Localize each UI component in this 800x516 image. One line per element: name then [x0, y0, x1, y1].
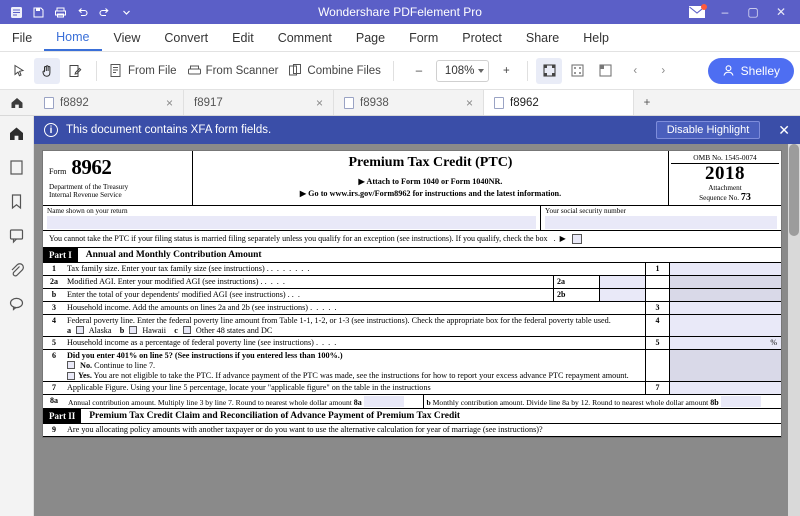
- ssn-field-cell: [541, 206, 781, 230]
- checkbox-no[interactable]: [67, 361, 75, 369]
- line-6-option-yes: [67, 371, 643, 380]
- option-no-label: No.: [80, 360, 93, 370]
- line-8b-value-field[interactable]: [721, 396, 761, 407]
- menu-view[interactable]: View: [113, 30, 141, 45]
- notice-text: You cannot take the PTC if your filing status is married filing separately unless you qualify for an exception (see instructions). If you qualify, check the box: [49, 234, 548, 244]
- ssn-input[interactable]: [545, 216, 777, 229]
- tab-f8938[interactable]: [334, 90, 484, 115]
- line-2b-shaded-cell: [669, 289, 781, 301]
- line-text: [65, 382, 645, 394]
- document-icon: [344, 97, 354, 109]
- window-controls: [684, 2, 800, 22]
- line-8b-code: 8b: [710, 397, 719, 407]
- redo-icon[interactable]: [94, 2, 114, 22]
- form-line-9: [43, 424, 781, 437]
- line-text: Are you allocating policy amounts with another taxpayer or do you want to use the alternative calculation for year of marriage (see instructions)?: [67, 424, 543, 434]
- exception-checkbox[interactable]: [572, 234, 582, 244]
- line-8b-cell: [423, 395, 782, 408]
- line-code: 2a: [553, 276, 599, 288]
- minimize-button[interactable]: –: [721, 5, 729, 19]
- checkbox-a-letter: a: [67, 325, 72, 335]
- form-line-2a: [43, 276, 781, 289]
- line-number: 2a: [50, 276, 58, 286]
- form-number: 8962: [71, 155, 112, 179]
- zoom-level-select[interactable]: [436, 60, 489, 82]
- sequence-value: 73: [740, 191, 751, 203]
- part-2-title: Premium Tax Credit Claim and Reconciliation of Advance Payment of Premium Tax Credit: [89, 410, 461, 421]
- leader-dots: . . . .: [264, 276, 286, 286]
- line-8a-cell: [65, 395, 423, 408]
- line-8a-code: 8a: [353, 397, 362, 407]
- select-tool-button[interactable]: [6, 58, 32, 84]
- mail-badge-dot: [701, 4, 707, 10]
- line-8b-label: Monthly contribution amount. Divide line 8a by 12. Round to nearest whole dollar amount: [432, 397, 709, 407]
- goto-instruction: ▶ Go to www.irs.gov/Form8962 for instructions and the latest information.: [299, 189, 562, 198]
- line-2a-value-field[interactable]: [599, 276, 645, 288]
- name-label: Name shown on your return: [47, 206, 128, 215]
- undo-icon[interactable]: [72, 2, 92, 22]
- home-icon[interactable]: [6, 122, 28, 144]
- line-8-columns: [65, 395, 781, 408]
- line-number: 3: [52, 302, 56, 312]
- form-identity: [43, 151, 193, 205]
- line-2a-shaded-cell: [669, 276, 781, 288]
- part-1-title: Annual and Monthly Contribution Amount: [85, 249, 262, 260]
- form-line-3: [43, 302, 781, 315]
- chevron-down-icon: [478, 69, 484, 73]
- line-1-value-field[interactable]: [669, 263, 781, 275]
- form-title-block: [193, 151, 669, 205]
- previous-page-button[interactable]: ‹: [633, 64, 638, 77]
- line-label: Applicable Figure. Using your line 5 percentage, locate your "applicable figure" on the table in the instructions: [67, 382, 431, 392]
- line-code: 2b: [553, 289, 599, 301]
- line-box-number: [645, 350, 669, 381]
- line-number: 7: [52, 382, 56, 392]
- line-label: Did you enter 401% on line 5? (See instructions if you entered less than 100%.): [67, 350, 343, 360]
- checkbox-c-letter: c: [174, 325, 178, 335]
- line-text: [65, 350, 645, 381]
- attach-instruction: ▶ Attach to Form 1040 or Form 1040NR.: [358, 177, 503, 186]
- info-icon: i: [44, 123, 58, 137]
- line-number: 9: [52, 424, 56, 434]
- form-title: Premium Tax Credit (PTC): [348, 155, 513, 170]
- line-label: Enter the total of your dependents' modified AGI (see instructions) .: [67, 289, 290, 299]
- user-name-label: Shelley: [740, 63, 780, 78]
- toolbar: [0, 52, 800, 90]
- sequence-number: [671, 192, 779, 203]
- menu-bar: [0, 24, 800, 52]
- option-yes-label: Yes.: [78, 370, 92, 380]
- combine-files-label: Combine Files: [307, 64, 381, 77]
- page-navigation: [622, 58, 676, 84]
- filing-status-notice: [43, 231, 781, 248]
- line-label: Federal poverty line. Enter the federal poverty line amount from Table 1-1, 1-2, or 1-3 (see instructions). Check the appropriate box for the federal poverty table used.: [67, 315, 611, 325]
- checkbox-alaska-label: Alaska: [88, 325, 112, 335]
- print-icon[interactable]: [50, 2, 70, 22]
- tab-f8917[interactable]: [184, 90, 334, 115]
- line-text: [65, 276, 553, 288]
- from-file-button[interactable]: [105, 58, 181, 84]
- disable-highlight-button[interactable]: Disable Highlight: [656, 121, 761, 139]
- line-box-number: 3: [645, 302, 669, 314]
- zoom-out-button[interactable]: –: [415, 64, 423, 77]
- zoom-level-value: 108%: [444, 64, 475, 77]
- pages-icon[interactable]: [6, 156, 28, 178]
- line-2b-value-field[interactable]: [599, 289, 645, 301]
- chevron-down-icon[interactable]: [116, 2, 136, 22]
- line-number: b: [51, 289, 57, 299]
- checkbox-other-states-label: Other 48 states and DC: [195, 325, 273, 335]
- attachment-icon[interactable]: [6, 258, 28, 280]
- menu-protect[interactable]: Protect: [462, 30, 502, 45]
- xfa-notification-bar: [34, 116, 800, 144]
- line-text: [65, 263, 645, 275]
- document-icon: [44, 97, 54, 109]
- omb-block: [669, 151, 781, 205]
- line-text: [65, 289, 553, 301]
- checkbox-hawaii-label: Hawaii: [142, 325, 166, 335]
- leader-dots: . . . .: [315, 337, 338, 347]
- tab-label: f8938: [360, 96, 389, 109]
- name-ssn-row: [43, 206, 781, 231]
- part-2-header: [43, 409, 781, 424]
- continuous-view-button[interactable]: [592, 58, 618, 84]
- from-scanner-label: From Scanner: [205, 64, 279, 77]
- line-box-number: 4: [645, 315, 669, 336]
- close-button[interactable]: ✕: [775, 5, 787, 19]
- line-box-number: [645, 276, 669, 288]
- line-number: 4: [52, 315, 56, 325]
- leader-dots: . . . . . . .: [270, 263, 311, 273]
- page-scroll-area[interactable]: [34, 144, 800, 516]
- line-box-number: 5: [645, 337, 669, 349]
- percent-symbol: %: [770, 337, 777, 347]
- line-8b-letter: b: [426, 397, 431, 407]
- tab-label: f8962: [510, 96, 539, 109]
- line-6-shaded-cell: [669, 350, 781, 381]
- document-view: [34, 116, 800, 516]
- line-number: 6: [52, 350, 56, 360]
- comment-icon[interactable]: [6, 224, 28, 246]
- zoom-in-button[interactable]: +: [502, 64, 510, 77]
- checkbox-b-letter: b: [119, 325, 125, 335]
- toolbar-separator: [96, 61, 97, 81]
- line-3-value-field[interactable]: [669, 302, 781, 314]
- form-header: [43, 151, 781, 206]
- line-5-value-field[interactable]: [669, 337, 781, 349]
- notice-arrow: . ▶: [553, 234, 566, 244]
- save-icon[interactable]: [28, 2, 48, 22]
- menu-home[interactable]: Home: [44, 24, 101, 51]
- notification-text: This document contains XFA form fields.: [66, 124, 272, 136]
- quick-access-toolbar: [0, 2, 136, 22]
- user-account-button[interactable]: [708, 58, 794, 84]
- form-line-5: [43, 337, 781, 350]
- line-number: 5: [52, 337, 56, 347]
- home-tab-icon[interactable]: [0, 90, 34, 115]
- name-input[interactable]: [47, 216, 536, 229]
- line-label: Household income as a percentage of federal poverty line (see instructions): [67, 337, 314, 347]
- from-scanner-button[interactable]: [183, 58, 283, 84]
- form-line-8: [43, 395, 781, 409]
- form-line-6: [43, 350, 781, 382]
- line-text: [65, 315, 645, 336]
- edit-tool-button[interactable]: [62, 58, 88, 84]
- checkbox-alaska[interactable]: [76, 326, 84, 334]
- form-line-1: [43, 263, 781, 276]
- leader-dots: . .: [291, 289, 301, 299]
- line-box-number: 7: [645, 382, 669, 394]
- hand-tool-button[interactable]: [34, 58, 60, 84]
- name-field-cell: [43, 206, 541, 230]
- pdf-page[interactable]: [42, 150, 782, 438]
- close-tab-icon[interactable]: ×: [165, 95, 173, 110]
- part-1-badge: Part I: [43, 248, 78, 262]
- form-line-4: [43, 315, 781, 337]
- tab-f8892[interactable]: [34, 90, 184, 115]
- app-body: [0, 116, 800, 516]
- new-tab-button[interactable]: +: [643, 96, 651, 109]
- sequence-label: Sequence No.: [699, 193, 740, 202]
- facing-pages-view-button[interactable]: [564, 58, 590, 84]
- document-tab-strip: [0, 90, 800, 116]
- line-label: Modified AGI. Enter your modified AGI (see instructions) .: [67, 276, 263, 286]
- chat-icon[interactable]: [6, 292, 28, 314]
- tab-label: f8917: [194, 96, 223, 109]
- scrollbar-thumb[interactable]: [789, 144, 799, 236]
- tax-year: 2018: [705, 163, 745, 184]
- checkbox-hawaii[interactable]: [129, 326, 137, 334]
- attachment-label: Attachment: [708, 183, 742, 192]
- line-7-value-field[interactable]: [669, 382, 781, 394]
- poverty-table-checkboxes: [67, 326, 643, 335]
- line-number: 1: [52, 263, 56, 273]
- line-8a-label: Annual contribution amount. Multiply line 3 by line 7. Round to nearest whole dollar amount: [68, 397, 352, 407]
- part-1-header: [43, 248, 781, 263]
- line-4-value-field[interactable]: [669, 315, 781, 336]
- title-bar: [0, 0, 800, 24]
- line-6-option-no: [67, 361, 643, 370]
- bookmark-icon[interactable]: [6, 190, 28, 212]
- form-line-7: [43, 382, 781, 395]
- document-icon: [494, 97, 504, 109]
- menu-edit[interactable]: Edit: [232, 30, 254, 45]
- toolbar-separator-2: [393, 61, 394, 81]
- menu-share[interactable]: Share: [525, 30, 560, 45]
- form-line-2b: [43, 289, 781, 302]
- mail-icon[interactable]: [684, 2, 710, 22]
- ssn-label: Your social security number: [545, 206, 626, 215]
- menu-help[interactable]: Help: [583, 30, 609, 45]
- menu-comment[interactable]: Comment: [277, 30, 332, 45]
- menu-page[interactable]: Page: [355, 30, 386, 45]
- tab-label: f8892: [60, 96, 89, 109]
- checkbox-yes[interactable]: [67, 372, 75, 380]
- option-yes-text: You are not eligible to take the PTC. If advance payment of the PTC was made, see the instructions for how to report your excess advance PTC repayment amount.: [93, 370, 629, 380]
- vertical-scrollbar[interactable]: [788, 144, 800, 516]
- line-label: Household income. Add the amounts on lines 2a and 2b (see instructions): [67, 302, 309, 312]
- single-page-view-button[interactable]: [536, 58, 562, 84]
- zoom-group: [406, 58, 519, 84]
- close-tab-icon[interactable]: ×: [465, 95, 473, 110]
- part-2-badge: Part II: [43, 409, 81, 423]
- close-tab-icon[interactable]: ×: [315, 95, 323, 110]
- line-number: 8a: [50, 395, 58, 405]
- close-notification-icon[interactable]: ✕: [778, 121, 790, 138]
- line-text: [65, 337, 645, 349]
- department-label: Department of the Treasury Internal Revenue Service: [49, 183, 129, 200]
- pdf-app-icon: [6, 2, 26, 22]
- menu-convert[interactable]: Convert: [164, 30, 209, 45]
- leader-dots: . . . . .: [310, 302, 338, 312]
- combine-files-button[interactable]: [284, 58, 385, 84]
- line-label: Tax family size. Enter your tax family size (see instructions) .: [67, 263, 269, 273]
- tab-f8962[interactable]: [484, 90, 634, 115]
- toolbar-separator-3: [527, 61, 528, 81]
- menu-form[interactable]: Form: [409, 30, 439, 45]
- line-text: [65, 302, 645, 314]
- option-no-text: Continue to line 7.: [94, 360, 156, 370]
- menu-file[interactable]: File: [12, 30, 33, 45]
- line-box-number: [645, 289, 669, 301]
- left-rail: [0, 116, 34, 516]
- from-file-label: From File: [128, 64, 177, 77]
- omb-number: OMB No. 1545-0074: [671, 153, 779, 164]
- checkbox-other-states[interactable]: [183, 326, 191, 334]
- line-8a-value-field[interactable]: [364, 396, 404, 407]
- next-page-button[interactable]: ›: [661, 64, 666, 77]
- maximize-button[interactable]: ▢: [747, 5, 759, 19]
- line-box-number: 1: [645, 263, 669, 275]
- form-label: Form: [49, 167, 67, 176]
- window-title: Wondershare PDFelement Pro: [318, 5, 482, 19]
